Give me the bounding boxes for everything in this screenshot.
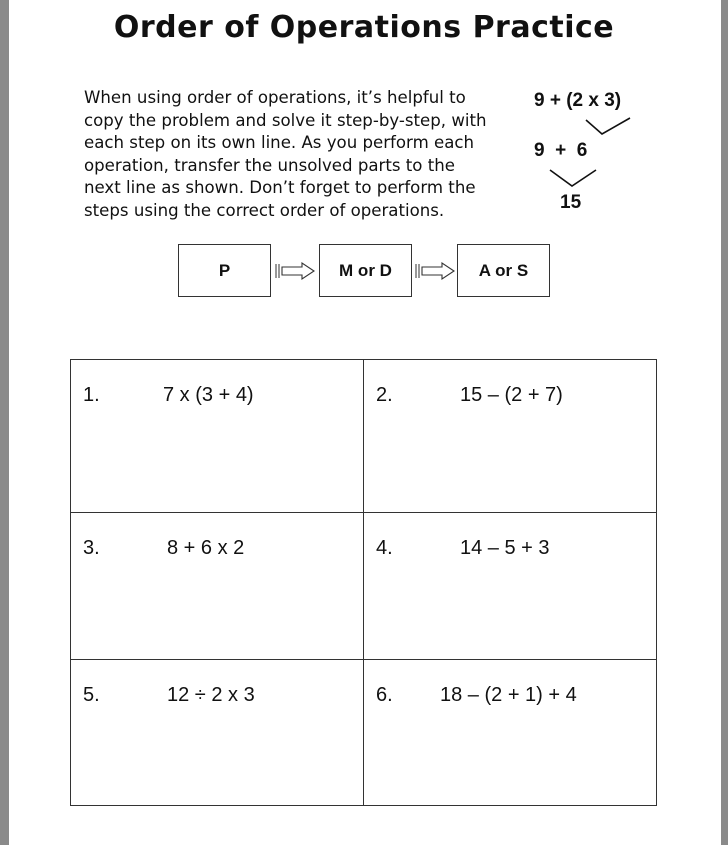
instructions-paragraph: When using order of operations, it’s helpful to copy the problem and solve it step-by-step, with each step on its own line. As you perform each operation, transfer the unsolved parts to the next line as shown. Don’t forget to perform the steps using the correct order of operations. <box>84 88 487 220</box>
problem-number: 4. <box>376 537 393 559</box>
problem-number: 6. <box>376 684 393 706</box>
example-step-1: 9 + (2 x 3) <box>534 90 622 111</box>
problem-cell-1 <box>71 360 364 513</box>
flow-step-parentheses: P <box>178 244 271 297</box>
example-connector-2 <box>550 170 596 186</box>
viewer-right-border <box>721 0 728 845</box>
problem-expression: 12 ÷ 2 x 3 <box>167 684 255 706</box>
flow-step-add-subtract: A or S <box>457 244 550 297</box>
worked-example <box>520 88 680 218</box>
viewer-left-border <box>0 0 9 845</box>
problem-number: 5. <box>83 684 100 706</box>
problem-expression: 14 – 5 + 3 <box>460 537 550 559</box>
flow-arrow-icon <box>274 261 316 281</box>
problem-cell-2 <box>364 360 656 513</box>
problem-cell-6 <box>364 660 656 805</box>
problem-number: 1. <box>83 384 100 406</box>
problem-number: 2. <box>376 384 393 406</box>
worksheet-title: Order of Operations Practice <box>113 10 615 45</box>
example-step-3: 15 <box>560 192 582 213</box>
problem-expression: 8 + 6 x 2 <box>167 537 245 559</box>
problem-expression: 15 – (2 + 7) <box>460 384 563 406</box>
problem-grid <box>70 359 657 806</box>
problem-cell-5 <box>71 660 364 805</box>
example-connector-1 <box>586 118 630 134</box>
problem-cell-4 <box>364 513 656 660</box>
problem-expression: 18 – (2 + 1) + 4 <box>440 684 577 706</box>
problem-expression: 7 x (3 + 4) <box>163 384 254 406</box>
problem-cell-3 <box>71 513 364 660</box>
problem-number: 3. <box>83 537 100 559</box>
example-step-2: 9 + 6 <box>534 140 588 161</box>
flow-arrow-icon <box>414 261 456 281</box>
flow-step-multiply-divide: M or D <box>319 244 412 297</box>
